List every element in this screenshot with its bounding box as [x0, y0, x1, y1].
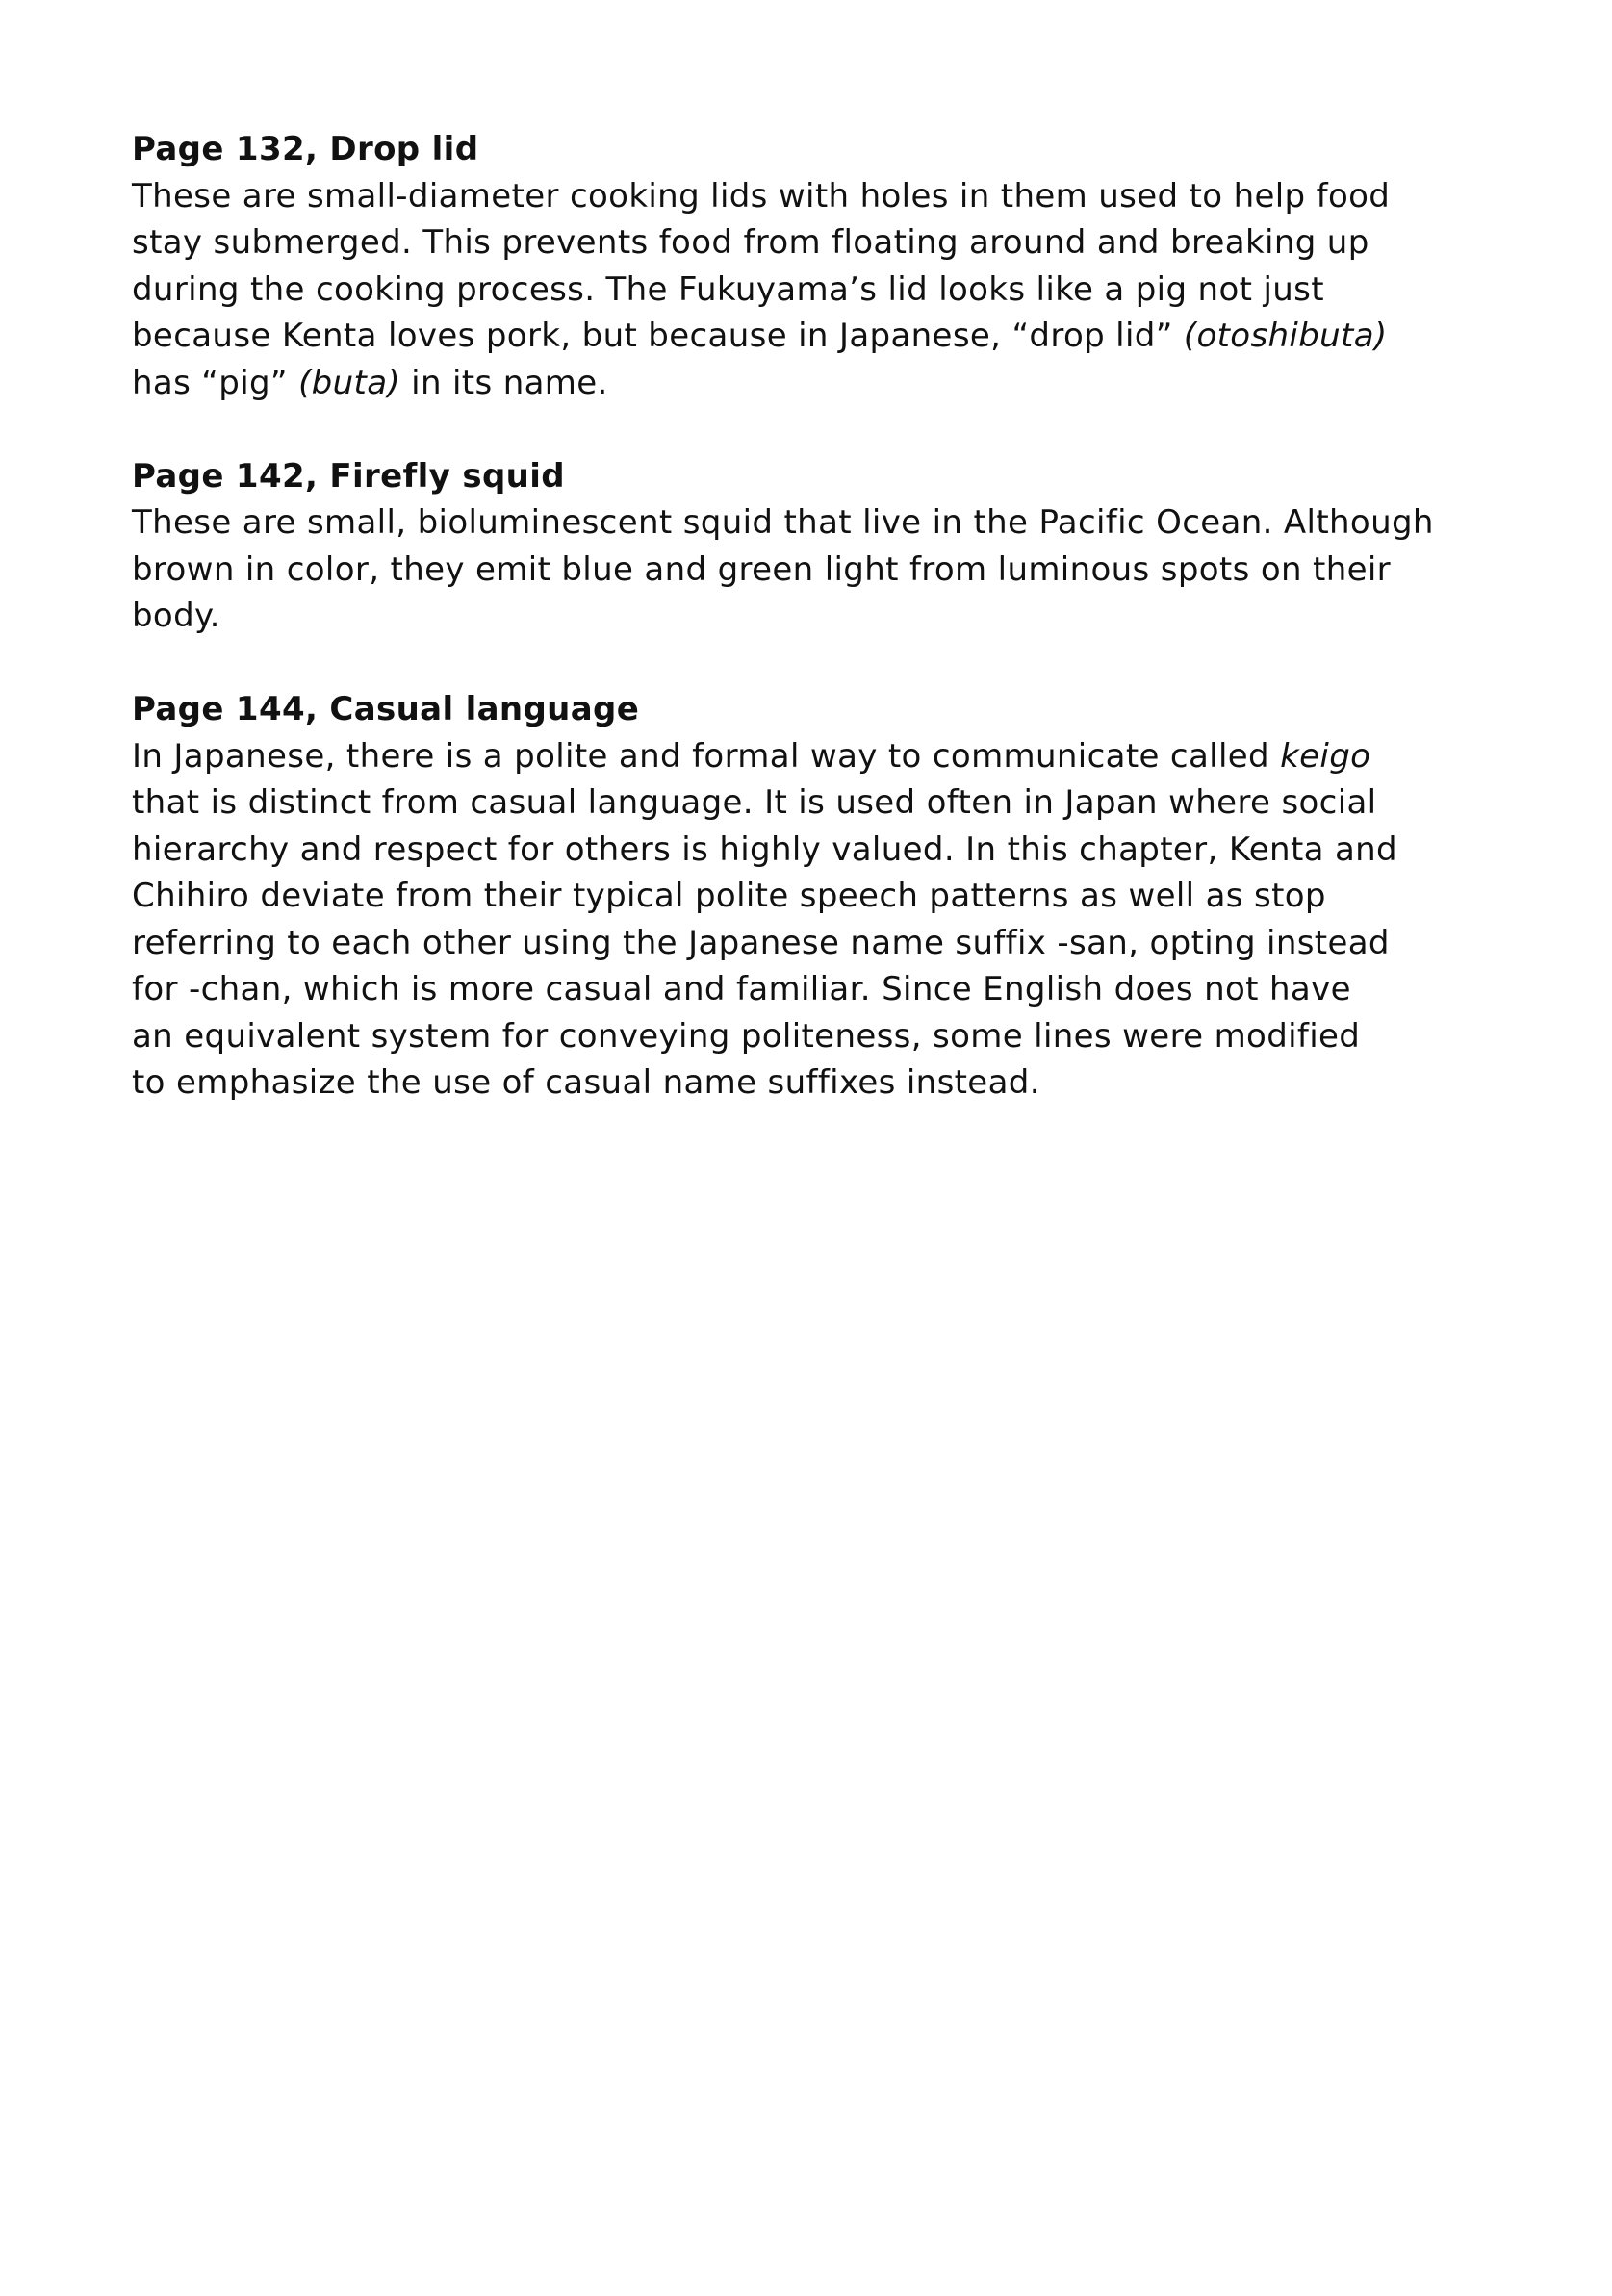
note-body — [132, 499, 1479, 640]
note-title: Page 144, Casual language — [132, 690, 640, 728]
line-text: for -chan, which is more casual and familiar. Since English does not have — [132, 970, 1351, 1008]
note-line — [132, 219, 1479, 267]
note-line — [132, 873, 1479, 920]
note-line — [132, 779, 1479, 827]
line-text: has “pig” — [132, 363, 299, 402]
line-text: Chihiro deviate from their typical polite speech patterns as well as stop — [132, 877, 1326, 915]
note-line — [132, 499, 1479, 547]
note-line — [132, 966, 1479, 1013]
note-title: Page 142, Firefly squid — [132, 456, 565, 496]
note-line — [132, 1059, 1479, 1107]
note-line — [132, 547, 1479, 594]
italic-term: keigo — [1280, 736, 1371, 776]
note-line — [132, 733, 1479, 780]
line-text: body. — [132, 597, 220, 635]
note-line — [132, 1013, 1479, 1060]
line-text: in its name. — [400, 363, 608, 402]
note-body — [132, 173, 1479, 407]
document-page — [132, 126, 1479, 1153]
translation-note — [132, 453, 1479, 640]
line-text: These are small-diameter cooking lids with holes in them used to help food — [132, 176, 1391, 216]
note-line — [132, 920, 1479, 967]
line-text: hierarchy and respect for others is highly valued. In this chapter, Kenta and — [132, 829, 1397, 869]
note-title: Page 132, Drop lid — [132, 130, 479, 168]
note-line — [132, 313, 1479, 360]
note-line — [132, 827, 1479, 874]
note-line — [132, 173, 1479, 220]
line-text: during the cooking process. The Fukuyama’s lid looks like a pig not just — [132, 269, 1324, 309]
note-body — [132, 733, 1479, 1107]
line-text: that is distinct from casual language. It is used often in Japan where social — [132, 783, 1377, 822]
translation-note — [132, 686, 1479, 1107]
line-text: because Kenta loves pork, but because in Japanese, “drop lid” — [132, 317, 1184, 355]
line-text: In Japanese, there is a polite and formal way to communicate called — [132, 736, 1281, 776]
line-text: brown in color, they emit blue and green light from luminous spots on their — [132, 549, 1392, 589]
line-text: These are small, bioluminescent squid that live in the Pacific Ocean. Although — [132, 503, 1434, 542]
line-text: stay submerged. This prevents food from floating around and breaking up — [132, 223, 1369, 262]
translation-notes — [132, 126, 1479, 1107]
note-line — [132, 593, 1479, 640]
italic-term: (otoshibuta) — [1183, 317, 1388, 355]
line-text: referring to each other using the Japanese name suffix -san, opting instead — [132, 923, 1390, 962]
translation-note — [132, 126, 1479, 406]
line-text: to emphasize the use of casual name suffixes instead. — [132, 1063, 1040, 1102]
italic-term: (buta) — [298, 363, 400, 402]
note-line — [132, 360, 1479, 407]
note-line — [132, 267, 1479, 314]
line-text: an equivalent system for conveying politeness, some lines were modified — [132, 1016, 1361, 1056]
